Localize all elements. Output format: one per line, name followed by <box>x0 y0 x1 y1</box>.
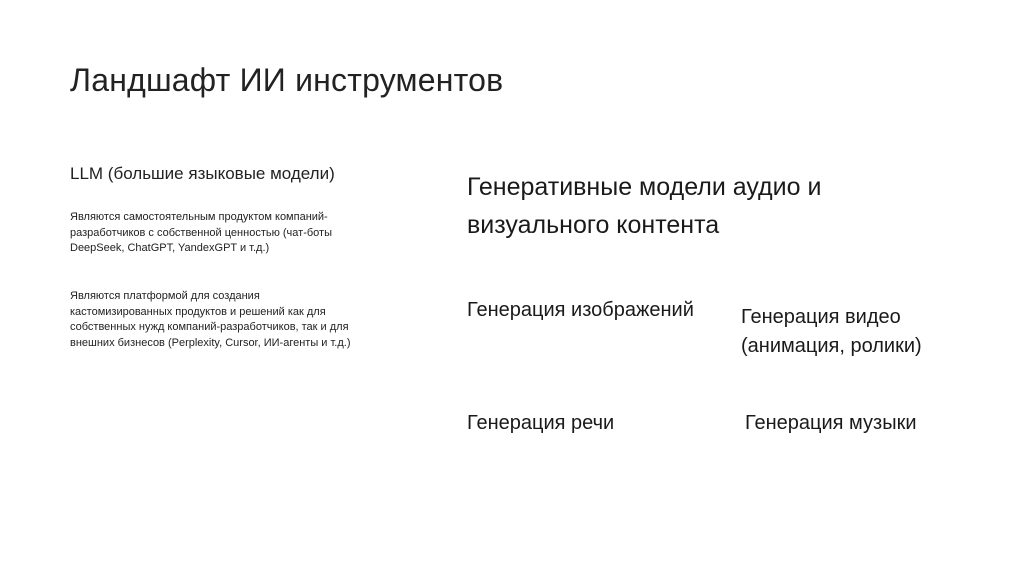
llm-paragraph-product: Являются самостоятельным продуктом компаний-разработчиков с собственной ценностью (чат-боты DeepSeek, ChatGPT, YandexGPT и т.д.) <box>70 211 332 254</box>
item-music-generation: Генерация музыки <box>745 412 917 434</box>
generative-models-heading: Генеративные модели аудио и визуального контента <box>467 173 822 239</box>
item-image-generation: Генерация изображений <box>467 299 694 321</box>
llm-paragraph-platform: Являются платформой для создания кастомизированных продуктов и решений как для собственных нужд компаний-разработчиков, так и для внешних бизнесов (Perplexity, Cursor, ИИ-агенты и т.д.) <box>70 290 351 349</box>
item-speech-generation: Генерация речи <box>467 412 615 434</box>
slide-title: Ландшафт ИИ инструментов <box>70 62 504 98</box>
llm-heading: LLM (большие языковые модели) <box>70 164 335 183</box>
item-video-generation: Генерация видео (анимация, ролики) <box>741 306 922 357</box>
